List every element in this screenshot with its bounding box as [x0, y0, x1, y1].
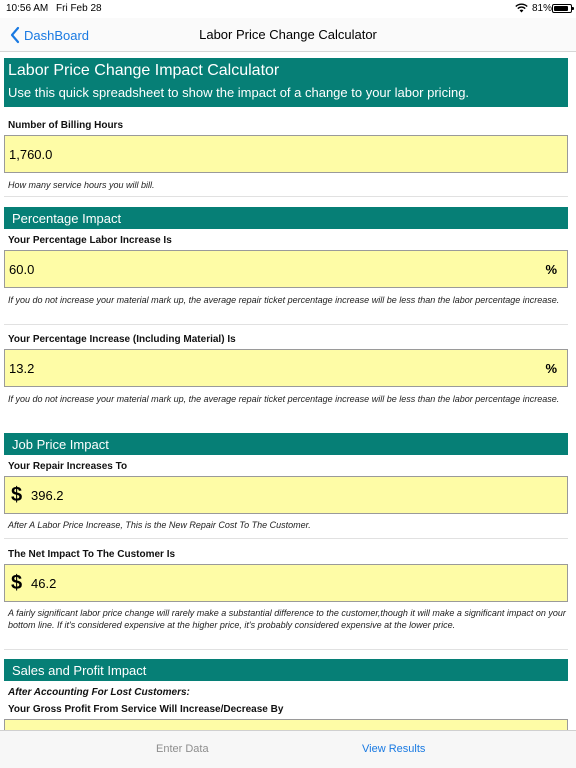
section-job-price-impact [4, 433, 568, 455]
divider [4, 538, 568, 539]
tab-bar [0, 730, 576, 768]
page-title: Labor Price Change Calculator [199, 27, 377, 42]
status-bar [0, 0, 576, 18]
calculator-form[interactable] [0, 53, 576, 730]
dollar-sign: $ [11, 484, 23, 506]
gross-profit-label: Your Gross Profit From Service Will Increase/Decrease By [8, 704, 284, 715]
divider [4, 324, 568, 325]
navigation-bar [0, 18, 576, 52]
divider [4, 196, 568, 197]
calculator-title: Labor Price Change Impact Calculator [8, 62, 280, 79]
calculator-header [4, 58, 568, 107]
section-title: Job Price Impact [12, 437, 109, 452]
percent-unit: % [545, 262, 557, 277]
section-sales-profit-impact [4, 659, 568, 681]
net-impact-hint: A fairly significant labor price change will rarely make a substantial difference to the customer,though it will make a significant impact on your bottom line. If it's considered expensive at the higher price, it's probably considered expensive at the lower price. [8, 608, 566, 630]
repair-increase-value: 396.2 [31, 488, 64, 503]
lost-customers-subtitle: After Accounting For Lost Customers: [8, 687, 190, 698]
battery-icon [552, 4, 572, 13]
net-impact-label: The Net Impact To The Customer Is [8, 549, 176, 560]
billing-hours-label: Number of Billing Hours [8, 120, 123, 131]
repair-increase-hint: After A Labor Price Increase, This is the New Repair Cost To The Customer. [8, 520, 311, 530]
repair-increase-label: Your Repair Increases To [8, 461, 128, 472]
repair-increase-field[interactable] [4, 476, 568, 514]
net-impact-field[interactable] [4, 564, 568, 602]
status-date: Fri Feb 28 [56, 3, 102, 14]
labor-increase-hint: If you do not increase your material mark up, the average repair ticket percentage increase will be less than the labor percentage increase. [8, 295, 560, 305]
labor-increase-value: 60.0 [9, 262, 35, 277]
status-time: 10:56 AM [6, 3, 49, 14]
calculator-subtitle: Use this quick spreadsheet to show the impact of a change to your labor pricing. [8, 85, 470, 100]
dollar-sign: $ [11, 572, 23, 594]
section-title: Sales and Profit Impact [12, 663, 147, 678]
billing-hours-hint: How many service hours you will bill. [8, 180, 155, 190]
net-impact-value: 46.2 [31, 576, 57, 591]
billing-hours-value: 1,760.0 [9, 147, 53, 162]
labor-increase-field[interactable] [4, 250, 568, 288]
divider [4, 649, 568, 650]
incl-material-value: 13.2 [9, 361, 35, 376]
section-title: Percentage Impact [12, 211, 122, 226]
billing-hours-field[interactable] [4, 135, 568, 173]
gross-profit-field[interactable] [4, 719, 568, 730]
battery-percent: 81% [532, 3, 553, 14]
tab-enter-data[interactable]: Enter Data [156, 743, 209, 755]
percent-unit: % [545, 361, 557, 376]
back-label: DashBoard [24, 27, 90, 43]
incl-material-label: Your Percentage Increase (Including Material) Is [8, 334, 236, 345]
incl-material-hint: If you do not increase your material mark up, the average repair ticket percentage increase will be less than the labor percentage increase. [8, 394, 560, 404]
labor-increase-label: Your Percentage Labor Increase Is [8, 235, 172, 246]
incl-material-field[interactable] [4, 349, 568, 387]
wifi-icon [515, 3, 528, 13]
section-percentage-impact [4, 207, 568, 229]
tab-view-results[interactable]: View Results [362, 743, 426, 755]
